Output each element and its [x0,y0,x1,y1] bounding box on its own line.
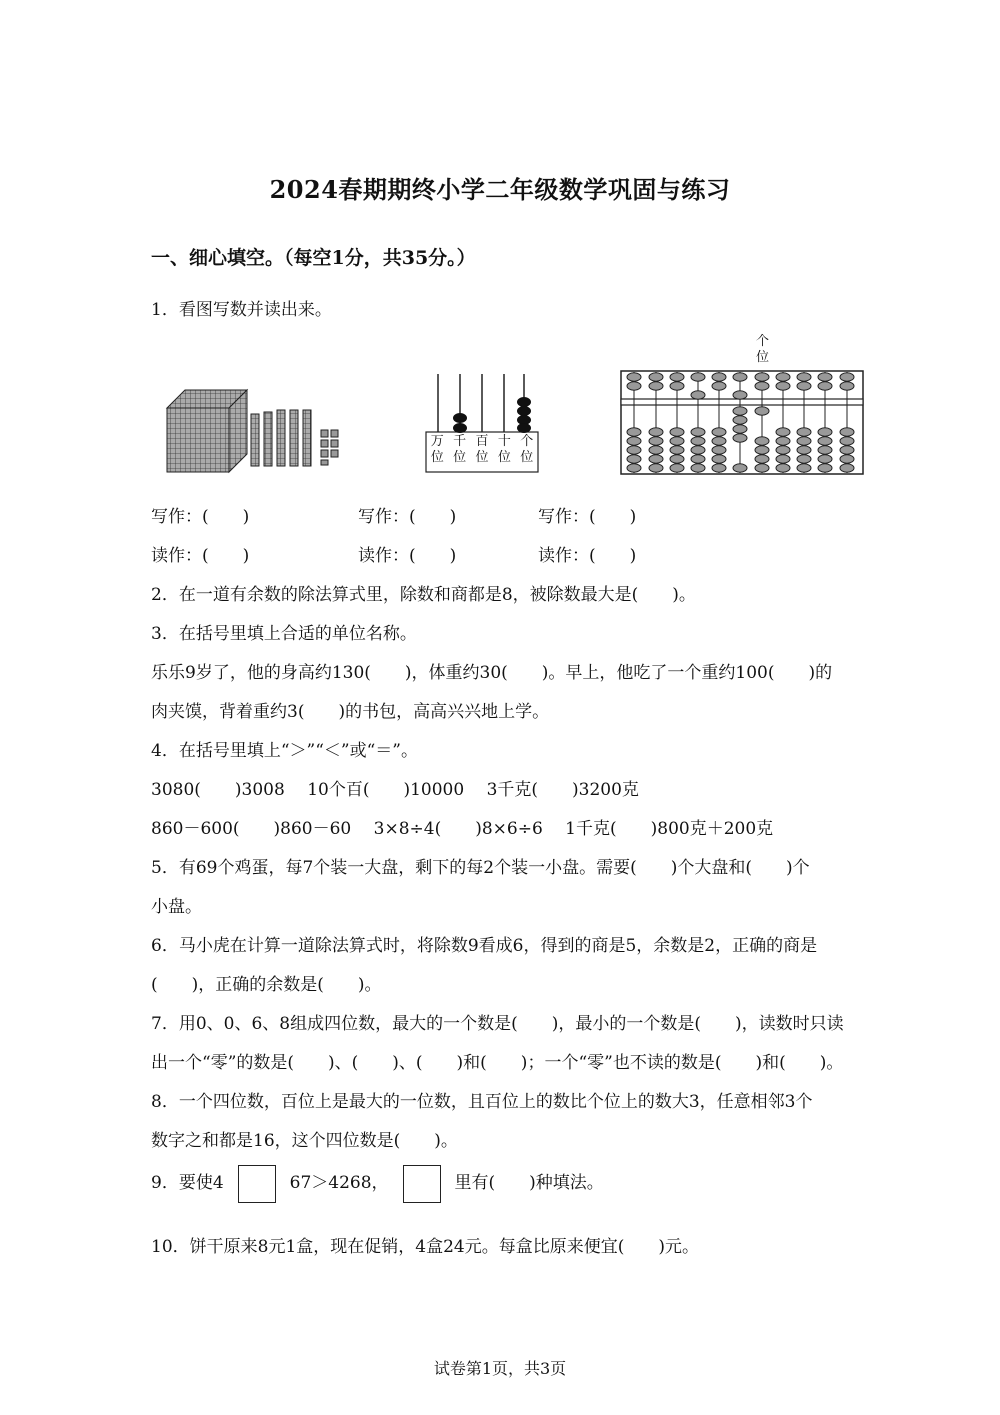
abacus-bead [755,407,769,415]
question-4-line-1: 3080( )3008 10个百( )10000 3千克( )3200克 [151,780,639,800]
write-label-3: 写作：( ) [538,507,637,527]
abacus-bead [776,437,790,445]
abacus-bead [691,428,705,436]
abacus-bead [733,464,747,472]
abacus-bead [797,428,811,436]
question-8-line-2: 数字之和都是16，这个四位数是( )。 [151,1131,458,1151]
section-heading: 一、细心填空。（每空1分，共35分。） [151,247,476,269]
question-6-line-2: ( )，正确的余数是( )。 [151,975,382,995]
abacus-bead [776,373,790,381]
abacus-bead [649,464,663,472]
read-label-1: 读作：( ) [151,546,250,566]
label-ge: 个 位 [520,434,534,465]
abacus-bead [670,455,684,463]
abacus-bead [670,464,684,472]
abacus-bead [733,434,747,442]
label-shi: 十 位 [497,434,511,465]
abacus-bead [797,446,811,454]
question-5-line-1: 5．有69个鸡蛋，每7个装一大盘，剩下的每2个装一小盘。需要( )个大盘和( )个 [151,858,810,878]
abacus-bead [755,446,769,454]
abacus-bead [840,437,854,445]
question-4-line-2: 860－600( )860－60 3×8÷4( )8×6÷6 1千克( )800克＋200克 [151,819,774,839]
answer-box-1[interactable] [238,1165,276,1203]
abacus-bead [818,464,832,472]
abacus-bead [627,382,641,390]
abacus-bead [670,382,684,390]
question-10: 10．饼干原来8元1盒，现在促销，4盒24元。每盒比原来便宜( )元。 [151,1237,699,1257]
abacus-bead [670,428,684,436]
abacus-bead [797,455,811,463]
abacus-bead [840,464,854,472]
abacus-bead [712,455,726,463]
abacus-bead [627,428,641,436]
question-6-line-1: 6．马小虎在计算一道除法算式时，将除数9看成6，得到的商是5，余数是2，正确的商是 [151,936,818,956]
question-9-part-3: 里有( )种填法。 [454,1173,604,1193]
question-9 [151,1164,604,1203]
abacus-bead [797,373,811,381]
abacus-bead [733,373,747,381]
question-7-line-2: 出一个“零”的数是( )、( )、( )和( )；一个“零”也不读的数是( )和( )。 [151,1053,844,1073]
question-1: 1．看图写数并读出来。 [151,300,332,320]
question-8-line-1: 8．一个四位数，百位上是最大的一位数，且百位上的数比个位上的数大3，任意相邻3个 [151,1092,813,1112]
question-9-part-2: 67＞4268， [289,1173,389,1193]
abacus-bead [627,373,641,381]
question-5-line-2: 小盘。 [151,897,202,917]
abacus-bead [755,464,769,472]
abacus-bead [733,391,747,399]
abacus-bead [840,446,854,454]
question-2: 2．在一道有余数的除法算式里，除数和商都是8，被除数最大是( )。 [151,585,696,605]
abacus-bead [818,446,832,454]
abacus-bead [712,446,726,454]
question-4: 4．在括号里填上“＞”“＜”或“＝”。 [151,741,418,761]
abacus-bead [649,455,663,463]
page-footer: 试卷第1页，共3页 [433,1359,567,1378]
write-label-2: 写作：( ) [358,507,457,527]
question-3-line-2: 肉夹馍，背着重约3( )的书包，高高兴兴地上学。 [151,702,550,722]
abacus-bead [797,437,811,445]
abacus-bead [649,437,663,445]
abacus-bead [712,382,726,390]
abacus-figure [620,370,864,476]
abacus-label: 个 位 [756,334,770,365]
read-label-2: 读作：( ) [358,546,457,566]
abacus-bead [733,416,747,424]
ten-rods [251,410,311,466]
label-qian: 千 位 [453,434,467,465]
abacus-bead [627,455,641,463]
label-bai: 百 位 [475,434,489,465]
abacus-bead [691,391,705,399]
question-3-line-1: 乐乐9岁了，他的身高约130( )，体重约30( )。早上，他吃了一个重约100( )的 [151,663,833,683]
abacus-bead [691,373,705,381]
abacus-bead [840,382,854,390]
write-label-1: 写作：( ) [151,507,250,527]
answer-box-2[interactable] [403,1165,441,1203]
abacus-bead [840,455,854,463]
abacus-bead [712,373,726,381]
abacus-bead [818,373,832,381]
abacus-bead [733,425,747,433]
abacus-bead [755,373,769,381]
abacus-bead [840,428,854,436]
unit-cubes [321,430,338,465]
abacus-bead [840,373,854,381]
abacus-bead [691,464,705,472]
question-7-line-1: 7．用0、0、6、8组成四位数，最大的一个数是( )，最小的一个数是( )，读数时只读 [151,1014,844,1034]
abacus-bead [755,455,769,463]
abacus-bead [776,446,790,454]
counting-frame-labels [426,434,538,466]
abacus-bead [627,464,641,472]
thousand-cube [167,390,247,472]
abacus-bead [776,428,790,436]
abacus-bead [670,373,684,381]
label-wan: 万 位 [430,434,444,465]
abacus-bead [818,382,832,390]
abacus-bead [797,382,811,390]
abacus-bead [776,464,790,472]
abacus-bead [691,455,705,463]
page-title: 2024春期期终小学二年级数学巩固与练习 [269,175,731,204]
abacus-bead [627,446,641,454]
abacus-bead [649,382,663,390]
read-label-3: 读作：( ) [538,546,637,566]
abacus-bead [649,373,663,381]
abacus-bead [818,455,832,463]
abacus-bead [670,446,684,454]
abacus-bead [712,428,726,436]
abacus-bead [691,446,705,454]
counting-beads [453,397,531,433]
abacus-bead [691,437,705,445]
abacus-bead [627,437,641,445]
abacus-bead [712,437,726,445]
abacus-bead [797,464,811,472]
question-9-part-1: 9．要使4 [151,1173,224,1193]
abacus-bead [733,407,747,415]
abacus-bead [670,437,684,445]
abacus-bead [755,382,769,390]
abacus-bead [818,428,832,436]
abacus-bead [755,437,769,445]
abacus-bead [776,382,790,390]
abacus-bead [649,446,663,454]
abacus-bead [776,455,790,463]
place-value-blocks-figure [165,388,345,474]
abacus-bead [712,464,726,472]
abacus-bead [649,428,663,436]
abacus-bead [818,437,832,445]
question-3: 3．在括号里填上合适的单位名称。 [151,624,417,644]
